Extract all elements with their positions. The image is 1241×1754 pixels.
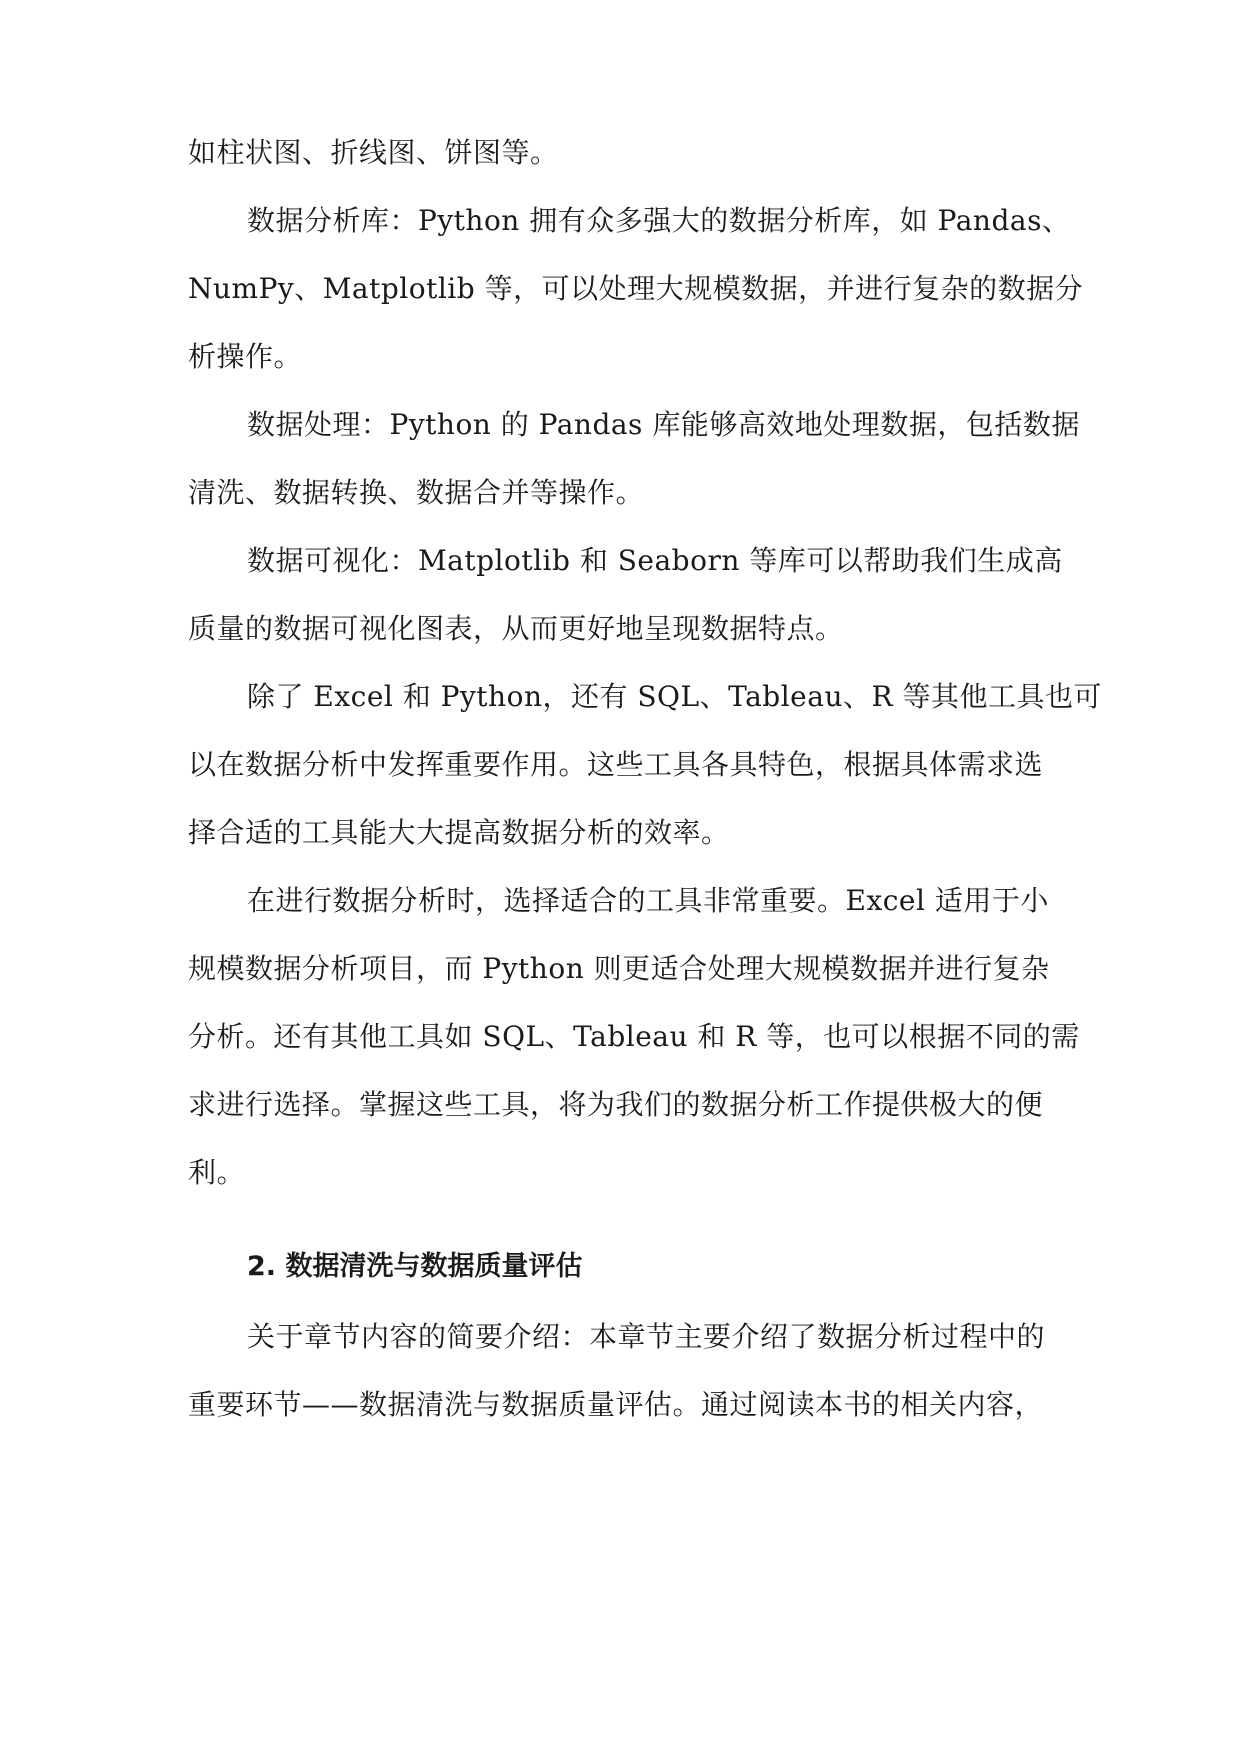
paragraph-line: 质量的数据可视化图表，从而更好地呈现数据特点。 [188,612,844,645]
paragraph-line: 规模数据分析项目，而 Python 则更适合处理大规模数据并进行复杂 [188,952,1050,985]
paragraph-line: 关于章节内容的简要介绍：本章节主要介绍了数据分析过程中的 [247,1320,1046,1353]
paragraph-line: 清洗、数据转换、数据合并等操作。 [188,476,645,509]
paragraph-line: 利。 [188,1156,246,1189]
paragraph-line: 如柱状图、折线图、饼图等。 [188,136,559,169]
paragraph-line: 析操作。 [188,340,303,373]
paragraph-line: 数据可视化：Matplotlib 和 Seaborn 等库可以帮助我们生成高 [247,544,1063,577]
paragraph-line: NumPy、Matplotlib 等，可以处理大规模数据，并进行复杂的数据分 [188,272,1084,305]
section-heading: 2. 数据清洗与数据质量评估 [247,1251,583,1282]
paragraph-line: 重要环节——数据清洗与数据质量评估。通过阅读本书的相关内容， [188,1388,1044,1421]
paragraph-line: 择合适的工具能大大提高数据分析的效率。 [188,816,730,849]
paragraph-line: 以在数据分析中发挥重要作用。这些工具各具特色，根据具体需求选 [188,748,1044,781]
paragraph-line: 数据处理：Python 的 Pandas 库能够高效地处理数据，包括数据 [247,408,1080,441]
paragraph-line: 除了 Excel 和 Python，还有 SQL、Tableau、R 等其他工具也可 [247,680,1102,713]
paragraph-line: 分析。还有其他工具如 SQL、Tableau 和 R 等，也可以根据不同的需 [188,1020,1080,1053]
paragraph-line: 在进行数据分析时，选择适合的工具非常重要。Excel 适用于小 [247,884,1049,917]
paragraph-line: 求进行选择。掌握这些工具，将为我们的数据分析工作提供极大的便 [188,1088,1044,1121]
paragraph-line: 数据分析库：Python 拥有众多强大的数据分析库，如 Pandas、 [247,204,1071,237]
